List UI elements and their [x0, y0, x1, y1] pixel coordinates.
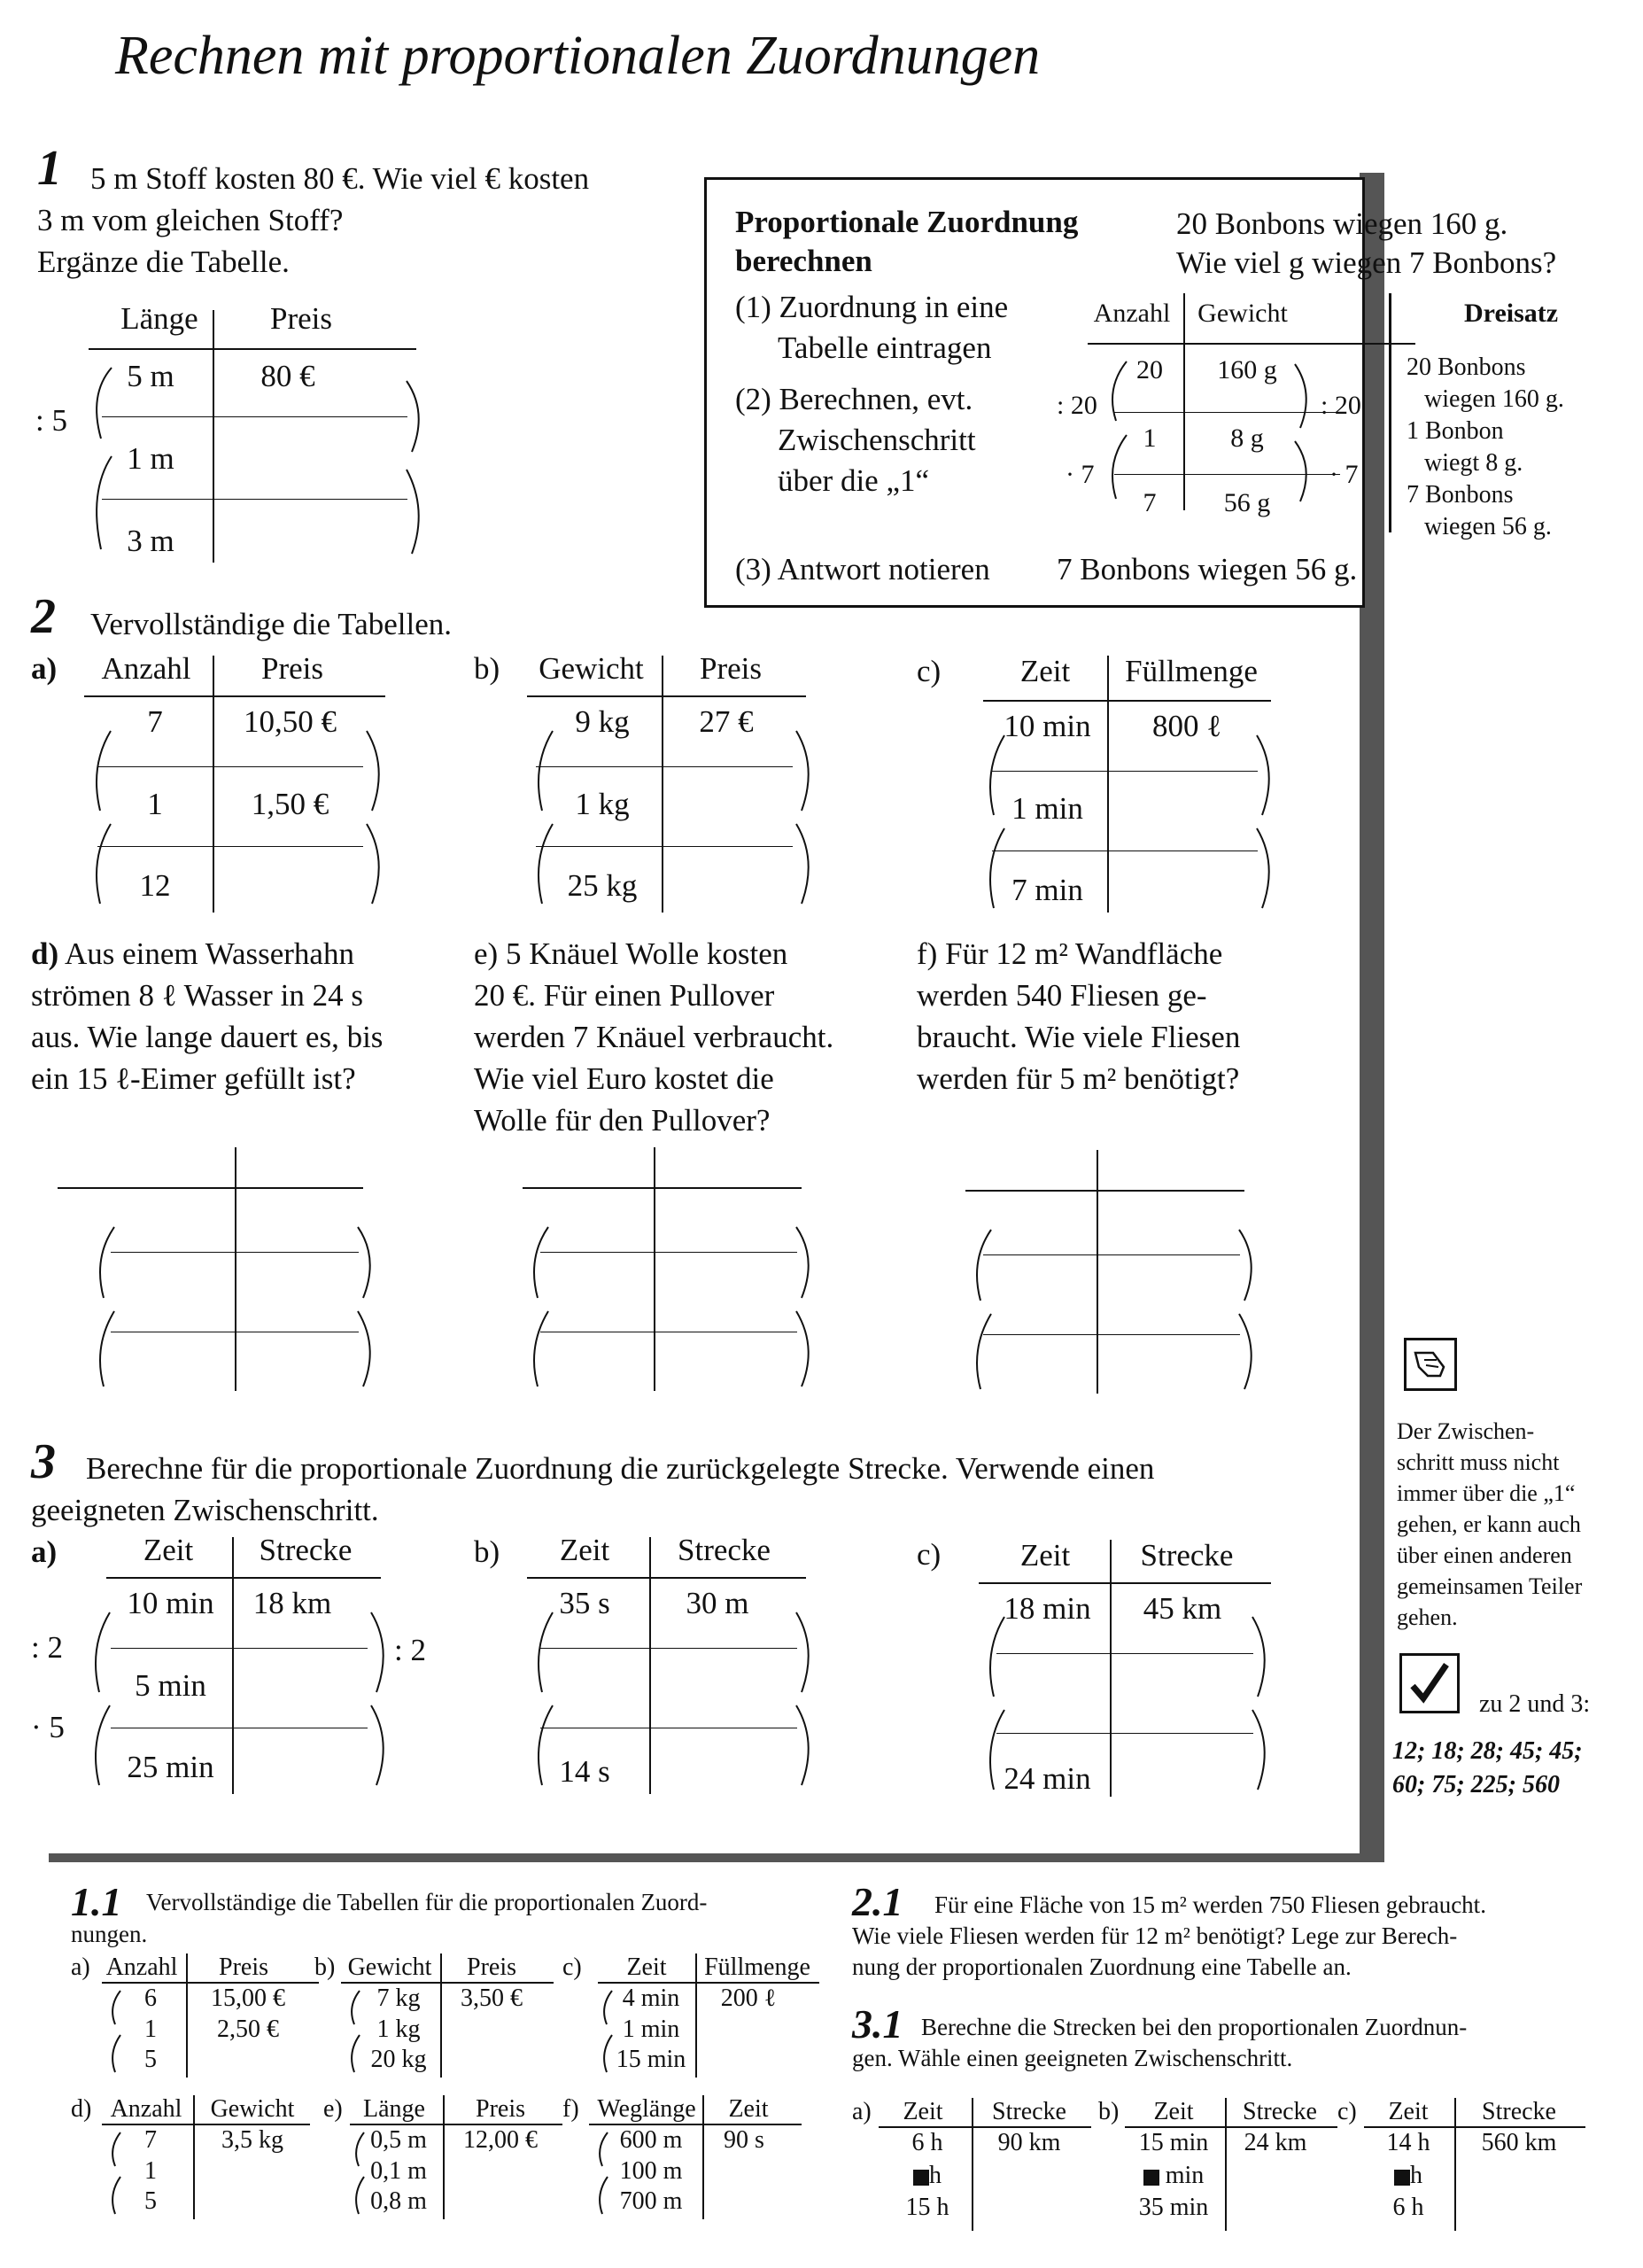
task31-line-2: gen. Wähle einen geeigneten Zwischenschritt. [852, 2045, 1293, 2071]
table-header: Zeit [626, 1953, 667, 1981]
label-a: a) [31, 651, 58, 686]
t11e-table: e) Länge Preis 0,5 m 12,00 € 0,1 m 0,8 m [323, 2095, 571, 2219]
t31a-table: a) Zeit Strecke 6 h 90 km h 15 h [852, 2098, 1100, 2231]
dreisatz-line: wiegen 56 g. [1424, 513, 1552, 540]
table-header: Gewicht [210, 2095, 295, 2123]
table-header: Zeit [1019, 1538, 1071, 1573]
table-cell: 9 kg [575, 704, 630, 739]
table-header: Zeit [143, 1533, 194, 1567]
task3b-table [527, 1528, 819, 1794]
table-cell: 3 m [127, 524, 174, 558]
task2e-text: e) 5 Knäuel Wolle kosten 20 €. Für einen Pullover werden 7 Knäuel verbraucht. Wie viel Euro kostet die Wolle für den Pullover? [474, 936, 834, 1138]
table-cell: 25 min [127, 1750, 214, 1784]
table-header: Zeit [1019, 654, 1071, 688]
table-header: Strecke [1482, 2098, 1556, 2125]
table-cell: 18 km [252, 1586, 332, 1620]
table-header: Gewicht [347, 1953, 432, 1981]
operator-label: · 7 [1066, 460, 1095, 489]
dreisatz-line: wiegen 160 g. [1424, 385, 1564, 413]
solutions: 12; 18; 28; 45; 45; 60; 75; 225; 560 [1392, 1737, 1583, 1798]
dreisatz-line: 1 Bonbon [1407, 417, 1504, 445]
label-f: f) [917, 936, 938, 971]
task11-number: 1.1 [71, 1879, 122, 1924]
info-step: Tabelle eintragen [778, 330, 992, 365]
box-shadow-bottom [49, 1853, 1384, 1862]
table-header: Preis [700, 651, 762, 686]
table-header: Zeit [1153, 2098, 1194, 2125]
table-header: Anzahl [101, 651, 191, 686]
sidebar-hint: Der Zwischen- schritt muss nicht immer über die „1“ gehen, er kann auch über einen anderen gemeinsamen Teiler gehen. [1397, 1418, 1583, 1630]
task21-line-1: Für eine Fläche von 15 m² werden 750 Fliesen gebraucht. [934, 1891, 1486, 1918]
blank-square-icon [1143, 2170, 1159, 2186]
arrow-arcs-right [1291, 361, 1318, 512]
task21-line-3: nung der proportionalen Zuordnung eine Tabelle an. [852, 1953, 1352, 1980]
info-answer: 7 Bonbons wiegen 56 g. [1057, 552, 1358, 586]
dreisatz-line: 20 Bonbons [1407, 353, 1526, 381]
task11-intro-1: Vervollständige die Tabellen für die proportionalen Zuord- [146, 1889, 708, 1915]
dreisatz-line: wiegt 8 g. [1424, 449, 1523, 477]
info-question-1: 20 Bonbons wiegen 160 g. [1176, 206, 1508, 241]
check-label: zu 2 und 3: [1479, 1690, 1591, 1718]
table-header: Strecke [259, 1533, 353, 1567]
info-question-2: Wie viel g wiegen 7 Bonbons? [1176, 245, 1557, 280]
task1-table [35, 297, 390, 563]
checkmark-icon [1399, 1653, 1460, 1713]
task1-line-3: Ergänze die Tabelle. [37, 245, 290, 279]
table-cell: 1 min [1011, 791, 1083, 826]
task2d-text: d) Aus einem Wasserhahn strömen 8 ℓ Wasser in 24 s aus. Wie lange dauert es, bis ein 15 ℓ-Eimer gefüllt ist? [31, 936, 384, 1096]
table-cell: 56 g [1223, 488, 1271, 517]
info-step: (1) Zuordnung in eine [735, 290, 1009, 324]
empty-table-d[interactable] [58, 1147, 385, 1395]
table-header: Zeit [1388, 2098, 1429, 2125]
table-cell: 1,50 € [251, 787, 329, 821]
table-cell: 5 min [135, 1668, 206, 1703]
table-cell: 5 m [127, 359, 174, 393]
t11a-table: a) Anzahl Preis 6 15,00 € 1 2,50 € 5 [71, 1953, 337, 2078]
task31-number: 3.1 [852, 2001, 903, 2047]
table-cell: 8 g [1230, 423, 1264, 453]
task2-intro: Vervollständige die Tabellen. [90, 607, 453, 641]
table-cell: 10 min [127, 1586, 214, 1620]
label-e: e) [474, 936, 499, 971]
table-cell: 1 [1143, 423, 1157, 453]
info-step: Zwischenschritt [778, 423, 976, 457]
task3c-table [979, 1531, 1280, 1797]
table-cell: 45 km [1143, 1591, 1222, 1626]
info-title-1: Proportionale Zuordnung [735, 205, 1079, 239]
label-c: c) [917, 654, 942, 688]
arrow-arcs-left [1105, 357, 1132, 512]
table-cell: 24 min [1004, 1761, 1091, 1796]
label-d: d) [31, 936, 59, 971]
info-step: über die „1“ [778, 463, 930, 498]
dreisatz-title: Dreisatz [1464, 299, 1559, 328]
info-box [704, 177, 1564, 608]
operator-label: · 5 [31, 1710, 65, 1744]
label-a: a) [31, 1534, 58, 1569]
table-header: Gewicht [539, 651, 644, 686]
table-cell: 10 min [1004, 709, 1091, 743]
table-cell: 160 g [1217, 355, 1277, 384]
t11c-table: c) Zeit Füllmenge 4 min 200 ℓ 1 min 15 min [562, 1953, 828, 2078]
empty-table-e[interactable] [523, 1147, 824, 1395]
table-header: Preis [219, 1953, 268, 1981]
operator-label: : 5 [35, 403, 67, 438]
info-step: (2) Berechnen, evt. [735, 382, 973, 416]
task21-number: 2.1 [852, 1879, 903, 1924]
table-header: Füllmenge [1125, 654, 1258, 688]
task1-line-2: 3 m vom gleichen Stoff? [37, 203, 344, 237]
table-cell: 25 kg [567, 868, 638, 903]
table-cell: 7 [1143, 488, 1157, 517]
task2c-table [979, 647, 1280, 913]
table-header: Länge [120, 301, 198, 336]
task1-line-1: 5 m Stoff kosten 80 €. Wie viel € kosten [90, 161, 590, 196]
task2a-table [84, 647, 385, 913]
empty-table-f[interactable] [965, 1150, 1267, 1398]
table-header: Anzahl [110, 2095, 182, 2123]
table-cell: 35 s [559, 1586, 610, 1620]
table-cell: 1 m [127, 441, 174, 476]
table-cell: 10,50 € [244, 704, 337, 739]
t31c-table: c) Zeit Strecke 14 h 560 km h 6 h [1337, 2098, 1603, 2231]
task2b-table [523, 647, 815, 913]
t31b-table: b) Zeit Strecke 15 min 24 km min 35 min [1098, 2098, 1346, 2231]
arrow-arcs-right [403, 377, 430, 563]
table-header: Anzahl [1093, 299, 1171, 328]
table-cell: 14 s [559, 1754, 610, 1789]
arrow-arcs-left [89, 359, 115, 563]
task11-intro-2: nungen. [71, 1921, 148, 1947]
operator-label: : 20 [1057, 391, 1097, 420]
dreisatz-line: 7 Bonbons [1407, 481, 1514, 509]
table-header: Zeit [728, 2095, 769, 2123]
t11d-table: d) Anzahl Gewicht 7 3,5 kg 1 5 [71, 2095, 337, 2219]
table-header: Zeit [559, 1533, 610, 1567]
table-header: Strecke [678, 1533, 771, 1567]
label-b: b) [474, 1534, 500, 1569]
task3-intro-1: Berechne für die proportionale Zuordnung die zurückgelegte Strecke. Verwende einen [86, 1451, 1155, 1486]
info-title-2: berechnen [735, 244, 872, 278]
table-header: Füllmenge [704, 1953, 810, 1981]
blank-square-icon [913, 2170, 929, 2186]
table-header: Länge [363, 2095, 425, 2123]
task3-number: 3 [31, 1434, 56, 1489]
table-header: Preis [467, 1953, 516, 1981]
task3a-table [106, 1528, 390, 1794]
task31-line-1: Berechne die Strecken bei den proportionalen Zuordnun- [921, 2014, 1468, 2040]
table-cell: 7 min [1011, 873, 1083, 907]
table-cell: 20 [1136, 355, 1163, 384]
t11b-table: b) Gewicht Preis 7 kg 3,50 € 1 kg 20 kg [314, 1953, 571, 2078]
task3-intro-2: geeigneten Zwischenschritt. [31, 1493, 379, 1527]
table-header: Strecke [992, 2098, 1066, 2125]
table-cell: 30 m [686, 1586, 749, 1620]
operator-label: : 20 [1321, 391, 1361, 420]
table-header: Preis [476, 2095, 525, 2123]
t11f-table: f) Weglänge Zeit 600 m 90 s 100 m 700 m [562, 2095, 828, 2219]
table-header: Gewicht [1197, 299, 1288, 328]
page-title: Rechnen mit proportionalen Zuordnungen [115, 26, 1041, 86]
label-c: c) [917, 1537, 942, 1572]
task21-line-2: Wie viele Fliesen werden für 12 m² benötigt? Lege zur Berech- [852, 1922, 1458, 1949]
table-cell: 7 [147, 704, 163, 739]
task2f-text: f) Für 12 m² Wandfläche werden 540 Fliesen ge- braucht. Wie viele Fliesen werden für 5 m² benötigt? [917, 936, 1241, 1096]
operator-label: : 2 [31, 1630, 63, 1665]
operator-label: · 7 [1329, 460, 1359, 489]
table-header: Preis [270, 301, 332, 336]
table-cell: 800 ℓ [1151, 709, 1221, 743]
hand-pointer-icon [1404, 1338, 1457, 1391]
table-cell: 80 € [260, 359, 315, 393]
table-header: Preis [261, 651, 323, 686]
table-cell: 1 kg [575, 787, 630, 821]
table-cell: 18 min [1004, 1591, 1091, 1626]
table-cell: 1 [147, 787, 163, 821]
table-header: Zeit [903, 2098, 943, 2125]
table-header: Anzahl [105, 1953, 178, 1981]
table-header: Strecke [1243, 2098, 1317, 2125]
task2-number: 2 [31, 589, 56, 644]
task1-number: 1 [37, 141, 62, 196]
table-cell: 27 € [699, 704, 754, 739]
table-header: Weglänge [597, 2095, 696, 2123]
info-step: (3) Antwort notieren [735, 552, 990, 586]
table-header: Strecke [1140, 1538, 1234, 1573]
operator-label: : 2 [394, 1633, 426, 1667]
blank-square-icon [1394, 2170, 1410, 2186]
label-b: b) [474, 651, 500, 686]
table-cell: 12 [139, 868, 171, 903]
